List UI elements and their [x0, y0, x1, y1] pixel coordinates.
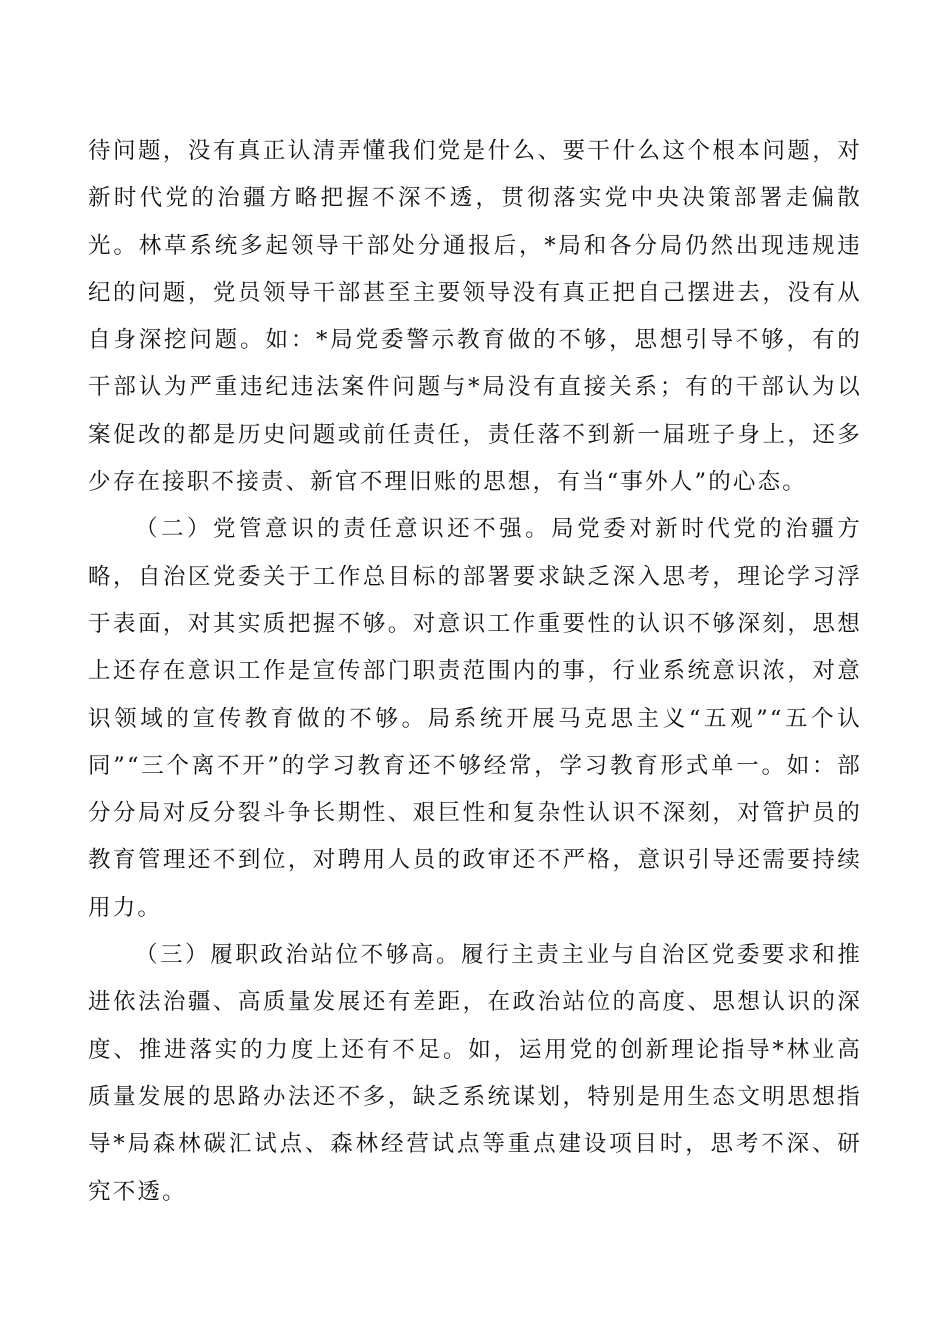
paragraph-section-three: （三）履职政治站位不够高。履行主责主业与自治区党委要求和推进依法治疆、高质量发展还有差距，在政治站位的高度、思想认识的深度、推进落实的力度上还有不足。如，运用党的创新理论指导*林业高质量发展的思路办法还不多，缺乏系统谋划，特别是用生态文明思想指导*局森林碳汇试点、森林经营试点等重点建设项目时，思考不深、研究不透。 — [88, 942, 862, 1205]
document-body — [88, 128, 862, 1216]
paragraph-section-two: （二）党管意识的责任意识还不强。局党委对新时代党的治疆方略，自治区党委关于工作总目标的部署要求缺乏深入思考，理论学习浮于表面，对其实质把握不够。对意识工作重要性的认识不够深刻，思想上还存在意识工作是宣传部门职责范围内的事，行业系统意识浓，对意识领域的宣传教育做的不够。局系统开展马克思主义“五观”“五个认同”“三个离不开”的学习教育还不够经常，学习教育形式单一。如：部分分局对反分裂斗争长期性、艰巨性和复杂性认识不深刻，对管护员的教育管理还不到位，对聘用人员的政审还不严格，意识引导还需要持续用力。 — [88, 516, 862, 921]
paragraph-continuation: 待问题，没有真正认清弄懂我们党是什么、要干什么这个根本问题，对新时代党的治疆方略把握不深不透，贯彻落实党中央决策部署走偏散光。林草系统多起领导干部处分通报后，*局和各分局仍然出现违规违纪的问题，党员领导干部甚至主要领导没有真正把自己摆进去，没有从自身深挖问题。如：*局党委警示教育做的不够，思想引导不够，有的干部认为严重违纪违法案件问题与*局没有直接关系；有的干部认为以案促改的都是历史问题或前任责任，责任落不到新一届班子身上，还多少存在接职不接责、新官不理旧账的思想，有当“事外人”的心态。 — [88, 138, 862, 496]
